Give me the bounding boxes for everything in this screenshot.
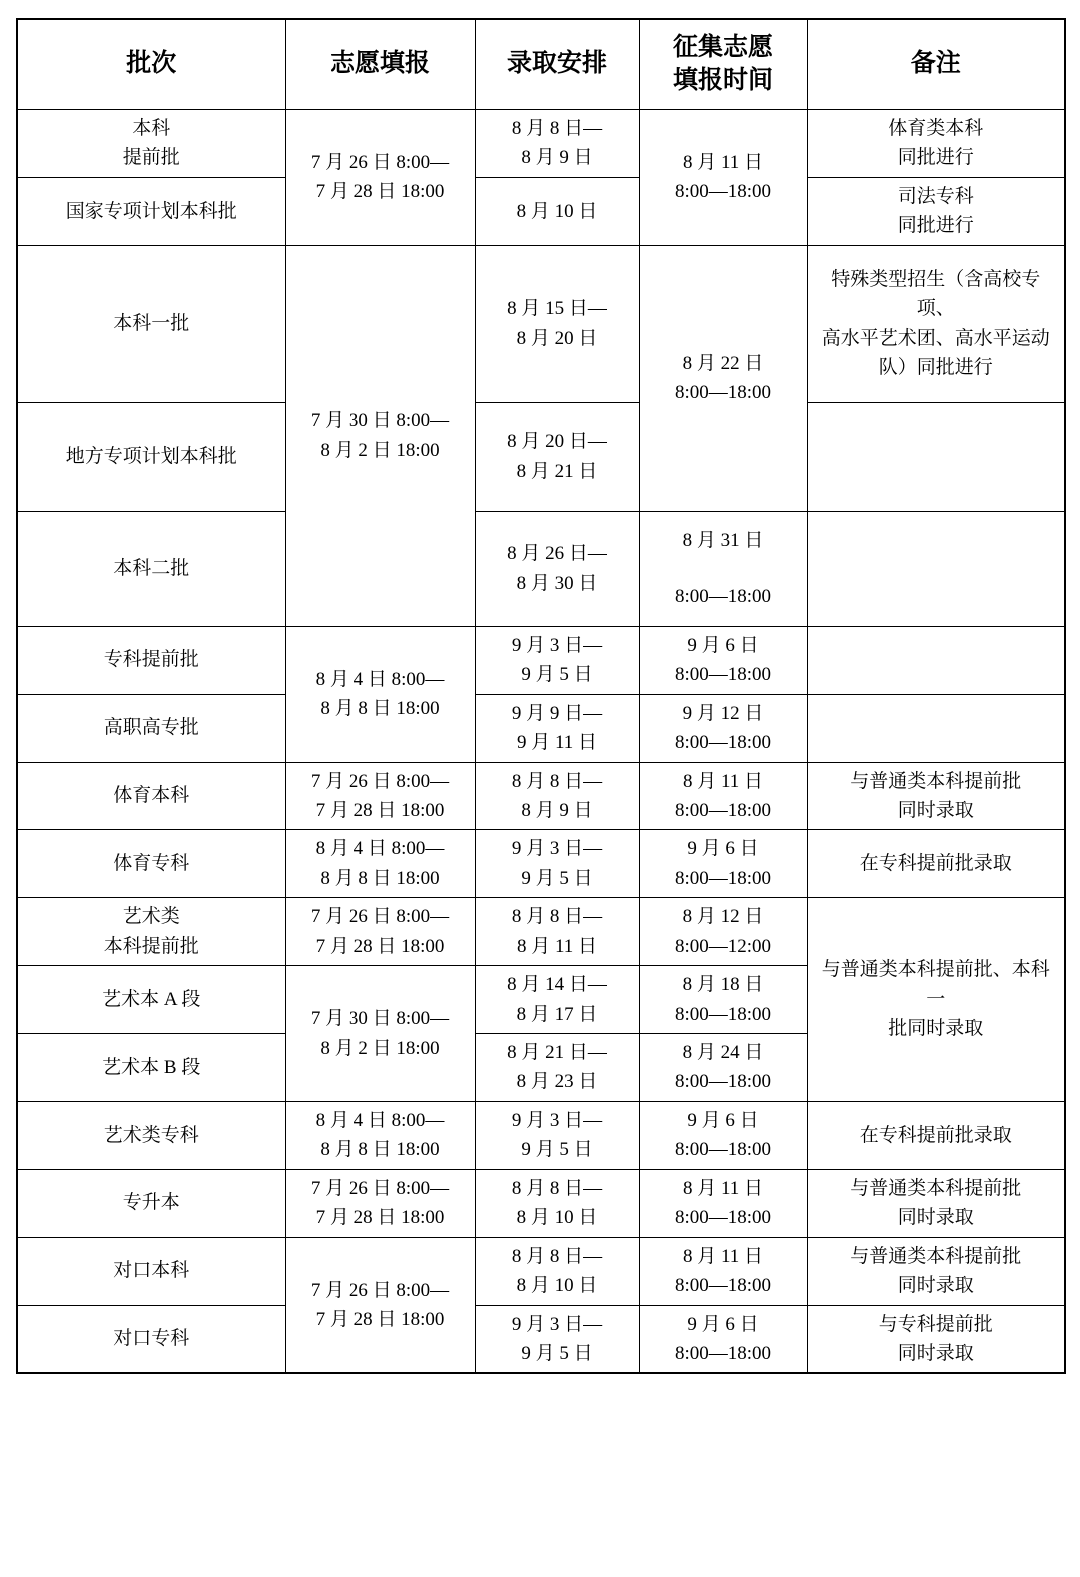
cell-batch: 本科二批 xyxy=(17,511,285,626)
cell-admission: 9 月 3 日— 9 月 5 日 xyxy=(475,1101,639,1169)
cell-batch: 体育本科 xyxy=(17,762,285,830)
cell-admission: 9 月 3 日— 9 月 5 日 xyxy=(475,626,639,694)
table-row xyxy=(17,1305,1065,1373)
cell-remark: 与专科提前批 同时录取 xyxy=(807,1305,1065,1373)
cell-remark: 体育类本科 同批进行 xyxy=(807,110,1065,178)
column-header-remark-line1: 备注 xyxy=(910,50,961,78)
cell-remark: 司法专科 同批进行 xyxy=(807,177,1065,245)
cell-batch: 专升本 xyxy=(17,1169,285,1237)
cell-collect: 8 月 11 日 8:00—18:00 xyxy=(639,1169,807,1237)
cell-batch: 高职高专批 xyxy=(17,694,285,762)
cell-remark xyxy=(807,626,1065,694)
cell-collect: 8 月 24 日 8:00—18:00 xyxy=(639,1034,807,1102)
column-header-application xyxy=(285,19,475,110)
cell-collect: 9 月 6 日 8:00—18:00 xyxy=(639,1101,807,1169)
cell-application: 7 月 26 日 8:00— 7 月 28 日 18:00 xyxy=(285,110,475,246)
column-header-application-line1: 志愿填报 xyxy=(329,50,430,78)
cell-batch: 国家专项计划本科批 xyxy=(17,177,285,245)
column-header-collect-line2: 填报时间 xyxy=(672,66,773,94)
table-row xyxy=(17,245,1065,402)
table-header xyxy=(17,19,1065,110)
table-row xyxy=(17,177,1065,245)
cell-remark: 与普通类本科提前批 同时录取 xyxy=(807,762,1065,830)
cell-collect: 8 月 11 日 8:00—18:00 xyxy=(639,110,807,246)
cell-application: 8 月 4 日 8:00— 8 月 8 日 18:00 xyxy=(285,830,475,898)
table-header-row xyxy=(17,19,1065,110)
cell-remark: 与普通类本科提前批、本科一 批同时录取 xyxy=(807,898,1065,1102)
cell-remark: 特殊类型招生（含高校专项、 高水平艺术团、高水平运动 队）同批进行 xyxy=(807,245,1065,402)
cell-collect: 9 月 6 日 8:00—18:00 xyxy=(639,626,807,694)
cell-admission: 8 月 8 日— 8 月 9 日 xyxy=(475,110,639,178)
table-row xyxy=(17,1237,1065,1305)
table-row xyxy=(17,762,1065,830)
table-body xyxy=(17,110,1065,1374)
cell-remark xyxy=(807,694,1065,762)
cell-collect: 8 月 11 日 8:00—18:00 xyxy=(639,1237,807,1305)
column-header-admission xyxy=(475,19,639,110)
cell-application: 7 月 26 日 8:00— 7 月 28 日 18:00 xyxy=(285,1169,475,1237)
cell-application: 7 月 30 日 8:00— 8 月 2 日 18:00 xyxy=(285,245,475,626)
cell-batch: 艺术类 本科提前批 xyxy=(17,898,285,966)
cell-batch: 艺术类专科 xyxy=(17,1101,285,1169)
table-row xyxy=(17,898,1065,966)
cell-collect: 8 月 18 日 8:00—18:00 xyxy=(639,966,807,1034)
cell-application: 8 月 4 日 8:00— 8 月 8 日 18:00 xyxy=(285,626,475,762)
cell-application: 7 月 30 日 8:00— 8 月 2 日 18:00 xyxy=(285,966,475,1102)
cell-remark: 与普通类本科提前批 同时录取 xyxy=(807,1169,1065,1237)
cell-admission: 8 月 14 日— 8 月 17 日 xyxy=(475,966,639,1034)
cell-remark xyxy=(807,402,1065,511)
cell-collect: 9 月 12 日 8:00—18:00 xyxy=(639,694,807,762)
cell-admission: 8 月 8 日— 8 月 9 日 xyxy=(475,762,639,830)
cell-batch: 对口专科 xyxy=(17,1305,285,1373)
cell-application: 7 月 26 日 8:00— 7 月 28 日 18:00 xyxy=(285,898,475,966)
column-header-collect xyxy=(639,19,807,110)
cell-admission: 8 月 8 日— 8 月 10 日 xyxy=(475,1169,639,1237)
cell-batch: 体育专科 xyxy=(17,830,285,898)
column-header-remark xyxy=(807,19,1065,110)
cell-batch: 对口本科 xyxy=(17,1237,285,1305)
column-header-admission-line1: 录取安排 xyxy=(506,50,607,78)
cell-admission: 8 月 8 日— 8 月 10 日 xyxy=(475,1237,639,1305)
cell-collect: 8 月 31 日 8:00—18:00 xyxy=(639,511,807,626)
column-header-batch xyxy=(17,19,285,110)
cell-batch: 艺术本 A 段 xyxy=(17,966,285,1034)
cell-application: 7 月 26 日 8:00— 7 月 28 日 18:00 xyxy=(285,1237,475,1373)
cell-admission: 8 月 26 日— 8 月 30 日 xyxy=(475,511,639,626)
table-row xyxy=(17,511,1065,626)
cell-collect: 8 月 11 日 8:00—18:00 xyxy=(639,762,807,830)
table-row xyxy=(17,1169,1065,1237)
column-header-batch-line1: 批次 xyxy=(126,50,177,78)
table-row xyxy=(17,1101,1065,1169)
table-row xyxy=(17,626,1065,694)
cell-batch: 专科提前批 xyxy=(17,626,285,694)
cell-admission: 8 月 10 日 xyxy=(475,177,639,245)
table-row xyxy=(17,830,1065,898)
admission-schedule-table xyxy=(16,18,1066,1374)
cell-batch: 艺术本 B 段 xyxy=(17,1034,285,1102)
cell-admission: 8 月 8 日— 8 月 11 日 xyxy=(475,898,639,966)
cell-admission: 8 月 15 日— 8 月 20 日 xyxy=(475,245,639,402)
cell-application: 8 月 4 日 8:00— 8 月 8 日 18:00 xyxy=(285,1101,475,1169)
cell-collect: 8 月 22 日 8:00—18:00 xyxy=(639,245,807,511)
cell-admission: 9 月 9 日— 9 月 11 日 xyxy=(475,694,639,762)
cell-admission: 9 月 3 日— 9 月 5 日 xyxy=(475,830,639,898)
cell-collect: 8 月 12 日 8:00—12:00 xyxy=(639,898,807,966)
cell-admission: 9 月 3 日— 9 月 5 日 xyxy=(475,1305,639,1373)
cell-remark: 在专科提前批录取 xyxy=(807,1101,1065,1169)
cell-batch: 地方专项计划本科批 xyxy=(17,402,285,511)
table-row xyxy=(17,402,1065,511)
cell-batch: 本科一批 xyxy=(17,245,285,402)
column-header-collect-line1: 征集志愿 xyxy=(672,34,773,61)
cell-collect: 9 月 6 日 8:00—18:00 xyxy=(639,1305,807,1373)
cell-remark: 在专科提前批录取 xyxy=(807,830,1065,898)
cell-admission: 8 月 21 日— 8 月 23 日 xyxy=(475,1034,639,1102)
cell-application: 7 月 26 日 8:00— 7 月 28 日 18:00 xyxy=(285,762,475,830)
cell-batch: 本科 提前批 xyxy=(17,110,285,178)
cell-remark xyxy=(807,511,1065,626)
cell-admission: 8 月 20 日— 8 月 21 日 xyxy=(475,402,639,511)
table-row xyxy=(17,110,1065,178)
table-row xyxy=(17,694,1065,762)
cell-remark: 与普通类本科提前批 同时录取 xyxy=(807,1237,1065,1305)
cell-collect: 9 月 6 日 8:00—18:00 xyxy=(639,830,807,898)
